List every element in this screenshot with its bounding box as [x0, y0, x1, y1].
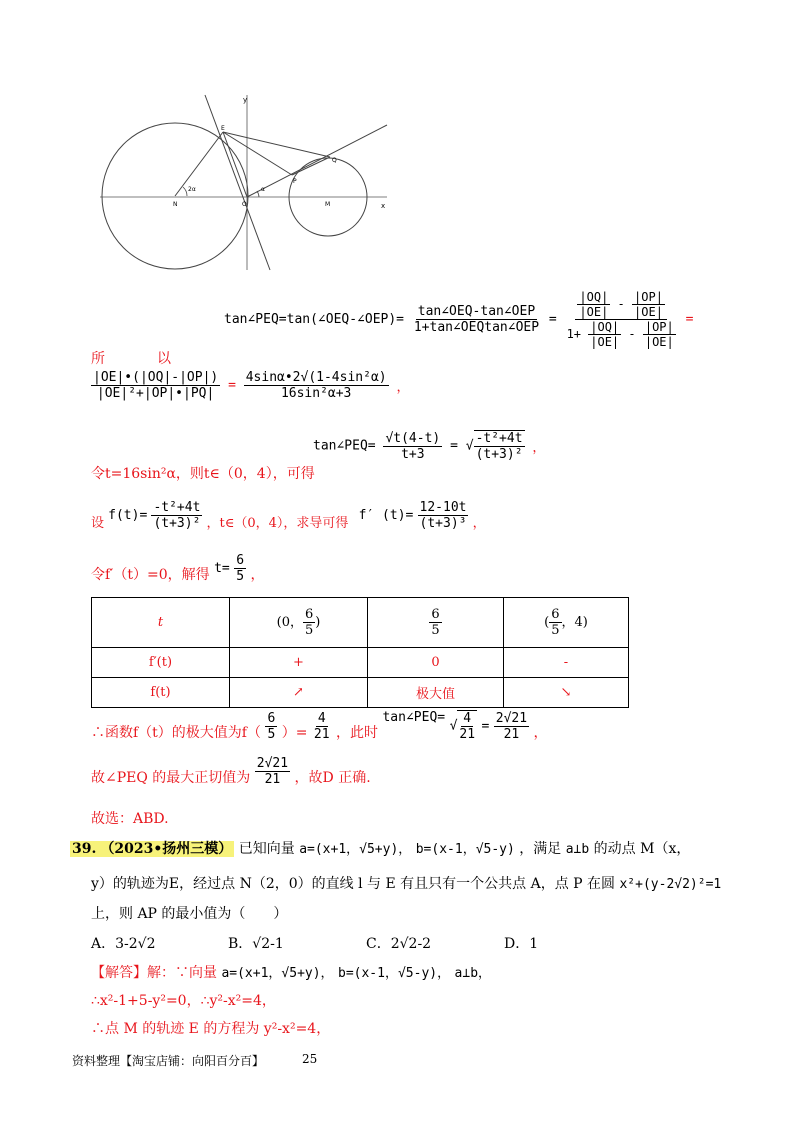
text-choose: 故选：ABD.: [91, 811, 169, 827]
text-yi: 以: [157, 351, 171, 367]
svg-text:x: x: [381, 202, 386, 210]
monotonicity-table: t (0， $\frac{6}{5}$ ) $\frac{6}{5}$ ( $\frac{6}{5}$ ，4) f′(t) + 0 - f(t) ↗ 极大值 ↘: [91, 597, 629, 708]
text-max-value: ∴函数f（t）的极大值为f（ $\frac{6}{5}$ ）= $\frac{4}{21}$ ，此时 tan∠PEQ= √ $\frac{4}{21}$ = $\frac{2√21}{21}$ ，: [91, 710, 548, 742]
option-b[interactable]: B．√2-1: [228, 936, 284, 952]
text-conclude: 故∠PEQ 的最大正切值为 $\frac{2√21}{21}$ ，故D 正确.: [91, 756, 371, 787]
svg-text:2α: 2α: [188, 186, 196, 193]
svg-text:α: α: [261, 186, 265, 193]
equation-tan-peq-t: tan∠PEQ= $\frac{√t(4-t)}{t+3}$ = √ $\frac{\text{-t²+4t}}{\text{(t+3)²}}$ ，: [313, 430, 546, 462]
svg-text:E: E: [221, 125, 225, 132]
geometry-diagram: [95, 90, 395, 275]
option-d[interactable]: D．1: [504, 936, 539, 952]
question-39-line3: 上，则 AP 的最小值为（ ）: [91, 906, 288, 922]
equation-f-t: 设 f(t)= $\frac{\text{-t²+4t}}{\text{(t+3)²}}$ ，t∈（0，4），求导可得 f′ (t)= $\frac{12-10t}{\text{(t+3)³}}$ ，: [91, 500, 486, 531]
svg-text:Q: Q: [332, 157, 337, 164]
equation-tan-peq-1: tan∠PEQ=tan(∠OEQ-∠OEP)= $\frac{\text{tan∠OEQ-tan∠OEP}}{\text{1+tan∠OEQtan∠OEP}}$ = $\frac{|OQ|}{|OE|}$ - $\frac{|OP|}{|OE|}$ 1+ $\frac{|OQ|}{|OE|}$ - $\frac{|OP|}{|OE|}$ =: [224, 290, 694, 349]
option-c[interactable]: C．2√2-2: [366, 936, 432, 952]
page-number: 25: [302, 1052, 318, 1066]
text-suo: 所: [91, 351, 105, 367]
question-39-line2: y）的轨迹为E，经过点 N（2，0）的直线 l 与 E 有且只有一个公共点 A，点 P 在圆 x²+(y-2√2)²=1: [91, 876, 722, 892]
table-row: f′(t) + 0 -: [92, 648, 629, 678]
svg-text:M: M: [325, 201, 331, 208]
svg-text:P: P: [293, 178, 297, 185]
text-let-t: 令t=16sin²α，则t∈（0，4），可得: [91, 466, 315, 482]
question-39-line1: 39. （2023•扬州三模） 已知向量 a=(x+1，√5+y)， b=(x-1，√5-y) ，满足 a⊥b 的动点 M（x，: [72, 841, 691, 857]
answer-line2: ∴点 M 的轨迹 E 的方程为 y²-x²=4，: [91, 1021, 331, 1037]
answer-line1: ∴x²-1+5-y²=0，∴y²-x²=4，: [91, 993, 276, 1009]
svg-text:y: y: [243, 96, 248, 104]
table-row: f(t) ↗ 极大值 ↘: [92, 678, 629, 708]
text-fp-zero: 令f′（t）=0，解得 t= $\frac{6}{5}$ ，: [91, 553, 265, 584]
svg-text:O: O: [242, 201, 247, 208]
svg-text:N: N: [173, 201, 178, 208]
equation-ratio: $\frac{|OE|•(|OQ|-|OP|)}{\text{|OE|²+|OP|•|PQ|}}$ = $\frac{\text{4sinα•2√(1-4sin²α)}}{\text{16sin²α+3}}$ ，: [93, 370, 410, 401]
answer-head: 【解答】解：∵向量 a=(x+1，√5+y)， b=(x-1，√5-y)， a⊥b，: [91, 965, 492, 981]
option-a[interactable]: A．3-2√2: [91, 936, 156, 952]
footer-source: 资料整理【淘宝店铺：向阳百分百】: [72, 1054, 265, 1068]
